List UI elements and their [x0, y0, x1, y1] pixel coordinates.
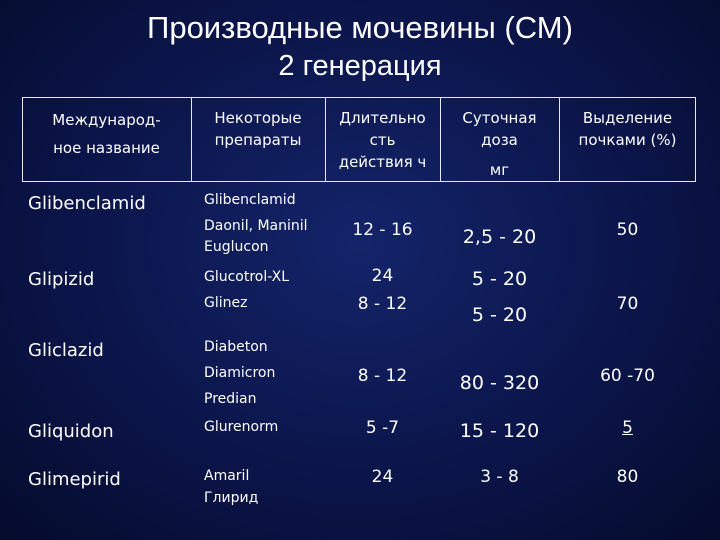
- header-daily-dose-unit: мг: [489, 161, 510, 179]
- header-duration-line3: действия ч: [338, 153, 427, 171]
- daily-dose-value: 15 - 120: [459, 420, 540, 442]
- header-daily-dose-line2: доза: [481, 131, 518, 149]
- preparation-name: Daonil, Maninil: [204, 218, 308, 234]
- drug-name-gliclazid: Gliclazid: [28, 340, 104, 361]
- daily-dose-value: 3 - 8: [480, 467, 519, 487]
- preparation-name: Predian: [204, 391, 257, 407]
- duration-value: 12 - 16: [352, 220, 413, 240]
- duration-value: 8 - 12: [357, 366, 408, 386]
- slide-subtitle: 2 генерация: [278, 50, 442, 82]
- duration-value: 24: [371, 467, 394, 487]
- header-renal-excretion-line2: почками (%): [578, 131, 677, 149]
- excretion-value: 80: [616, 467, 639, 487]
- header-international-name-line1: Международ-: [52, 111, 161, 129]
- daily-dose-value: 5 - 20: [471, 304, 528, 326]
- preparation-name: Diamicron: [204, 365, 276, 381]
- preparation-name: Euglucon: [204, 239, 269, 255]
- excretion-value: 5: [622, 418, 633, 438]
- drug-name-glimepirid: Glimepirid: [28, 469, 121, 490]
- header-duration-line2: сть: [369, 131, 396, 149]
- preparation-name: Glinez: [204, 295, 248, 311]
- duration-value: 8 - 12: [357, 294, 408, 314]
- preparation-name: Amaril: [204, 468, 250, 484]
- preparation-name: Глирид: [204, 490, 259, 506]
- excretion-value: 70: [616, 294, 639, 314]
- header-international-name-line2: ное название: [53, 139, 160, 157]
- drug-name-glipizid: Glipizid: [28, 269, 95, 290]
- preparation-name: Glucotrol-XL: [204, 269, 290, 285]
- daily-dose-value: 2,5 - 20: [462, 226, 537, 248]
- header-duration-line1: Длительно: [339, 109, 426, 127]
- preparation-name: Glurenorm: [204, 419, 279, 435]
- header-preparations-line1: Некоторые: [214, 109, 302, 127]
- daily-dose-value: 80 - 320: [459, 372, 540, 394]
- excretion-value: 50: [616, 220, 639, 240]
- header-daily-dose-line1: Суточная: [462, 109, 537, 127]
- drug-name-gliquidon: Gliquidon: [28, 421, 114, 442]
- slide-title: Производные мочевины (СМ): [147, 10, 573, 45]
- daily-dose-value: 5 - 20: [471, 268, 528, 290]
- duration-value: 24: [371, 266, 394, 286]
- preparation-name: Diabeton: [204, 339, 268, 355]
- drug-name-glibenclamid: Glibenclamid: [28, 193, 146, 214]
- excretion-value: 60 -70: [600, 366, 655, 386]
- header-renal-excretion-line1: Выделение: [582, 109, 673, 127]
- duration-value: 5 -7: [365, 418, 400, 438]
- header-preparations-line2: препараты: [214, 131, 302, 149]
- preparation-name: Glibenclamid: [204, 192, 296, 208]
